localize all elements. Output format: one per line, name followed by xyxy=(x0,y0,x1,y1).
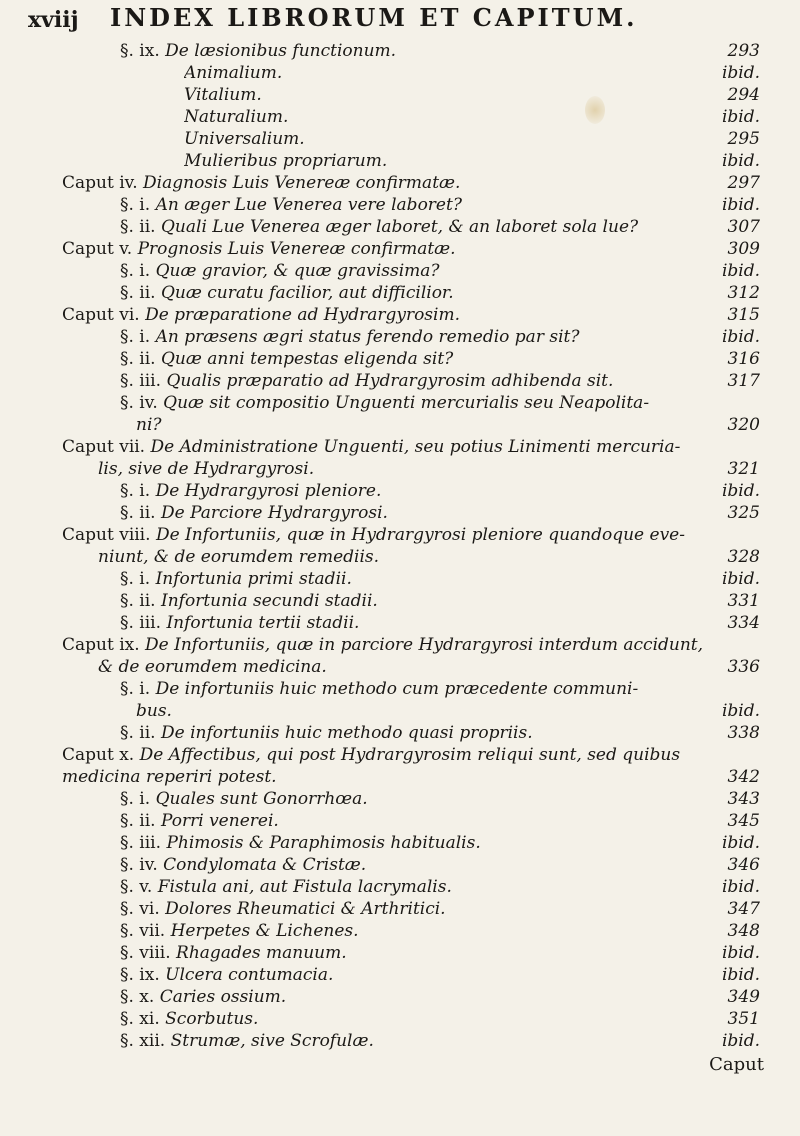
entry-text xyxy=(120,964,688,986)
entry-label: Caput x. xyxy=(62,745,135,765)
chapter-entry xyxy=(0,524,800,546)
entry-text xyxy=(136,700,688,722)
entry-label: §. ii. xyxy=(120,503,156,523)
page-ref: ibid. xyxy=(721,877,760,897)
entry-title: De infortuniis huic methodo cum præcedente communi- xyxy=(155,679,639,699)
page-ref: 307 xyxy=(727,217,760,237)
page-ref: ibid. xyxy=(721,701,760,721)
section-entry xyxy=(0,282,800,304)
entry-text xyxy=(120,810,688,832)
page-ref: 320 xyxy=(727,415,760,435)
page-ref: ibid. xyxy=(721,943,760,963)
entry-text xyxy=(120,876,688,898)
entry-label: §. ii. xyxy=(120,723,156,743)
entry-label: Caput viii. xyxy=(62,525,151,545)
entry-label: §. iv. xyxy=(120,855,158,875)
section-entry xyxy=(0,1030,800,1052)
entry-title: Animalium. xyxy=(184,63,283,83)
entry-title: Quales sunt Gonorrhœa. xyxy=(155,789,368,809)
section-entry xyxy=(0,832,800,854)
entry-label: §. ii. xyxy=(120,591,156,611)
page-ref: 349 xyxy=(727,987,760,1007)
chapter-entry xyxy=(0,744,800,766)
index-line xyxy=(0,414,800,436)
index-line xyxy=(0,128,800,150)
entry-title: De Hydrargyrosi pleniore. xyxy=(155,481,382,501)
page-ref: ibid. xyxy=(721,151,760,171)
entry-label: §. viii. xyxy=(120,943,171,963)
entry-label: §. ii. xyxy=(120,811,156,831)
page-ref: ibid. xyxy=(721,481,760,501)
entry-text xyxy=(62,436,764,458)
entry-title: De Affectibus, qui post Hydrargyrosim reliqui sunt, sed quibus xyxy=(139,745,681,765)
page-ref: 331 xyxy=(727,591,760,611)
entry-text xyxy=(120,942,688,964)
page-ref: 345 xyxy=(727,811,760,831)
section-entry xyxy=(0,480,800,502)
entry-text xyxy=(120,854,688,876)
section-entry xyxy=(0,348,800,370)
entry-title: Phimosis & Paraphimosis habitualis. xyxy=(166,833,481,853)
entry-text xyxy=(120,986,688,1008)
entry-title: Mulieribus propriarum. xyxy=(184,151,388,171)
entry-title: Infortunia primi stadii. xyxy=(155,569,352,589)
entry-title: De Infortuniis, quæ in Hydrargyrosi pleniore quandoque eve- xyxy=(155,525,685,545)
page-ref: ibid. xyxy=(721,833,760,853)
entry-title: Quæ anni tempestas eligenda sit? xyxy=(161,349,454,369)
entry-label: §. i. xyxy=(120,481,151,501)
entry-title: Rhagades manuum. xyxy=(176,943,347,963)
page-ref: 312 xyxy=(727,283,760,303)
entry-label: §. iv. xyxy=(120,393,158,413)
entry-text xyxy=(184,128,688,150)
entry-label: §. iii. xyxy=(120,833,162,853)
entry-text xyxy=(184,84,688,106)
section-entry xyxy=(0,502,800,524)
entry-text xyxy=(120,612,688,634)
page-ref: 293 xyxy=(727,41,760,61)
section-entry xyxy=(0,370,800,392)
section-entry xyxy=(0,854,800,876)
page-ref: ibid. xyxy=(721,261,760,281)
entry-label: §. i. xyxy=(120,327,151,347)
entry-title: Dolores Rheumatici & Arthritici. xyxy=(165,899,446,919)
entry-text xyxy=(120,326,688,348)
page-ref: 343 xyxy=(727,789,760,809)
entry-text xyxy=(184,62,688,84)
index-line xyxy=(0,656,800,678)
entry-label: §. i. xyxy=(120,261,151,281)
entry-text xyxy=(120,1008,688,1030)
page-ref: 347 xyxy=(727,899,760,919)
entry-title: De præparatione ad Hydrargyrosim. xyxy=(145,305,460,325)
chapter-entry xyxy=(0,634,800,656)
page-title: INDEX LIBRORUM ET CAPITUM. xyxy=(110,3,638,32)
index-line xyxy=(0,62,800,84)
section-entry xyxy=(0,898,800,920)
entry-title: An æger Lue Venerea vere laboret? xyxy=(155,195,462,215)
page-ref: 346 xyxy=(727,855,760,875)
entry-title: Condylomata & Cristæ. xyxy=(163,855,367,875)
chapter-entry xyxy=(0,304,800,326)
entry-text xyxy=(62,304,688,326)
entry-text xyxy=(184,150,688,172)
section-entry xyxy=(0,722,800,744)
entry-title: Strumæ, sive Scrofulæ. xyxy=(170,1031,374,1051)
entry-text xyxy=(120,370,688,392)
section-entry xyxy=(0,1008,800,1030)
section-entry xyxy=(0,788,800,810)
index-line xyxy=(0,84,800,106)
page-ref: ibid. xyxy=(721,327,760,347)
entry-title: Quæ curatu facilior, aut difficilior. xyxy=(161,283,454,303)
entry-title: medicina reperiri potest. xyxy=(62,767,277,787)
entry-label: §. vi. xyxy=(120,899,160,919)
section-entry xyxy=(0,216,800,238)
entry-text xyxy=(120,722,688,744)
entry-title: Infortunia secundi stadii. xyxy=(161,591,378,611)
page-ref: ibid. xyxy=(721,195,760,215)
index-line xyxy=(0,458,800,480)
entry-title: Fistula ani, aut Fistula lacrymalis. xyxy=(157,877,452,897)
entry-label: §. v. xyxy=(120,877,153,897)
page-ref: 317 xyxy=(727,371,760,391)
entry-text xyxy=(120,590,688,612)
section-entry xyxy=(0,810,800,832)
entry-text xyxy=(62,766,688,788)
entry-text xyxy=(120,832,688,854)
page-ref: ibid. xyxy=(721,965,760,985)
entry-text xyxy=(98,656,688,678)
entry-label: Caput vii. xyxy=(62,437,146,457)
index-line xyxy=(0,150,800,172)
entry-text xyxy=(98,458,688,480)
section-entry xyxy=(0,260,800,282)
section-entry xyxy=(0,920,800,942)
entry-text xyxy=(120,392,764,414)
entry-title: Qualis præparatio ad Hydrargyrosim adhibenda sit. xyxy=(166,371,614,391)
section-entry xyxy=(0,612,800,634)
entry-title: Quæ sit compositio Unguenti mercurialis seu Neapolita- xyxy=(163,393,650,413)
entry-title: lis, sive de Hydrargyrosi. xyxy=(98,459,315,479)
entry-label: Caput vi. xyxy=(62,305,140,325)
page-ref: 295 xyxy=(727,129,760,149)
entry-text xyxy=(120,568,688,590)
entry-label: §. i. xyxy=(120,679,151,699)
entry-title: Porri venerei. xyxy=(161,811,279,831)
entry-title: De Infortuniis, quæ in parciore Hydrargyrosi interdum accidunt, xyxy=(145,635,704,655)
entry-title: Quæ gravior, & quæ gravissima? xyxy=(155,261,440,281)
entry-title: Quali Lue Venerea æger laboret, & an laboret sola lue? xyxy=(161,217,639,237)
page-ref: 336 xyxy=(727,657,760,677)
entry-text xyxy=(120,678,764,700)
entry-text xyxy=(120,788,688,810)
entry-title: An præsens ægri status ferendo remedio par sit? xyxy=(155,327,580,347)
entry-text xyxy=(62,634,764,656)
page-ref: 348 xyxy=(727,921,760,941)
entry-text xyxy=(120,920,688,942)
entry-label: §. iii. xyxy=(120,613,162,633)
page-ref: ibid. xyxy=(721,1031,760,1051)
entry-text xyxy=(120,216,688,238)
index-line xyxy=(0,546,800,568)
entry-label: §. vii. xyxy=(120,921,166,941)
page-ref: 338 xyxy=(727,723,760,743)
entry-label: §. ix. xyxy=(120,41,160,61)
entry-label: §. xii. xyxy=(120,1031,166,1051)
section-entry xyxy=(0,986,800,1008)
section-entry xyxy=(0,392,800,414)
entry-label: Caput iv. xyxy=(62,173,138,193)
entry-title: De læsionibus functionum. xyxy=(165,41,397,61)
entry-text xyxy=(120,480,688,502)
section-entry xyxy=(0,568,800,590)
entry-title: Naturalium. xyxy=(184,107,289,127)
entry-title: bus. xyxy=(136,701,172,721)
section-entry xyxy=(0,942,800,964)
section-entry xyxy=(0,678,800,700)
section-entry xyxy=(0,876,800,898)
section-entry xyxy=(0,40,800,62)
section-entry xyxy=(0,326,800,348)
entry-title: Caries ossium. xyxy=(159,987,287,1007)
entry-title: Prognosis Luis Venereæ confirmatæ. xyxy=(137,239,456,259)
entry-text xyxy=(120,194,688,216)
entry-text xyxy=(120,40,688,62)
page-ref: 325 xyxy=(727,503,760,523)
entry-title: Ulcera contumacia. xyxy=(165,965,334,985)
index-entries xyxy=(0,40,800,1052)
entry-title: niunt, & de eorumdem remediis. xyxy=(98,547,380,567)
entry-label: §. x. xyxy=(120,987,155,1007)
entry-text xyxy=(120,260,688,282)
entry-title: Vitalium. xyxy=(184,85,262,105)
page-ref: ibid. xyxy=(721,569,760,589)
entry-text xyxy=(62,172,688,194)
entry-title: De Parciore Hydrargyrosi. xyxy=(161,503,388,523)
chapter-entry xyxy=(0,172,800,194)
running-header xyxy=(28,3,772,33)
entry-text xyxy=(62,744,764,766)
page-ref: 342 xyxy=(727,767,760,787)
section-entry xyxy=(0,964,800,986)
page-ref: 321 xyxy=(727,459,760,479)
page-ref: 294 xyxy=(727,85,760,105)
entry-text xyxy=(136,414,688,436)
page-ref: ibid. xyxy=(721,63,760,83)
entry-text xyxy=(120,502,688,524)
entry-text xyxy=(98,546,688,568)
page-ref: 315 xyxy=(727,305,760,325)
entry-label: §. xi. xyxy=(120,1009,160,1029)
index-line xyxy=(0,106,800,128)
entry-title: ni? xyxy=(136,415,162,435)
entry-text xyxy=(120,348,688,370)
entry-label: §. iii. xyxy=(120,371,162,391)
index-line xyxy=(0,766,800,788)
entry-label: Caput ix. xyxy=(62,635,140,655)
entry-title: Herpetes & Lichenes. xyxy=(170,921,359,941)
entry-title: Scorbutus. xyxy=(165,1009,259,1029)
entry-text xyxy=(62,238,688,260)
page-ref: 316 xyxy=(727,349,760,369)
page-ref: 297 xyxy=(727,173,760,193)
entry-title: De infortuniis huic methodo quasi propriis. xyxy=(161,723,533,743)
page-ref: 328 xyxy=(727,547,760,567)
page-ref: ibid. xyxy=(721,107,760,127)
catchword: Caput xyxy=(709,1054,764,1075)
entry-text xyxy=(120,898,688,920)
entry-title: Infortunia tertii stadii. xyxy=(166,613,360,633)
page-ref: 309 xyxy=(727,239,760,259)
page-ref: 334 xyxy=(727,613,760,633)
entry-title: Diagnosis Luis Venereæ confirmatæ. xyxy=(143,173,461,193)
entry-label: Caput v. xyxy=(62,239,133,259)
entry-title: De Administratione Unguenti, seu potius Linimenti mercuria- xyxy=(150,437,681,457)
entry-label: §. i. xyxy=(120,569,151,589)
entry-label: §. ii. xyxy=(120,217,156,237)
entry-title: & de eorumdem medicina. xyxy=(98,657,327,677)
section-entry xyxy=(0,194,800,216)
entry-label: §. i. xyxy=(120,195,151,215)
entry-text xyxy=(184,106,688,128)
entry-label: §. ix. xyxy=(120,965,160,985)
entry-text xyxy=(62,524,764,546)
entry-text xyxy=(120,1030,688,1052)
page-number: xviij xyxy=(28,7,79,33)
entry-label: §. ii. xyxy=(120,283,156,303)
entry-title: Universalium. xyxy=(184,129,305,149)
page-ref: 351 xyxy=(727,1009,760,1029)
chapter-entry xyxy=(0,436,800,458)
entry-text xyxy=(120,282,688,304)
entry-label: §. i. xyxy=(120,789,151,809)
entry-label: §. ii. xyxy=(120,349,156,369)
index-line xyxy=(0,700,800,722)
chapter-entry xyxy=(0,238,800,260)
section-entry xyxy=(0,590,800,612)
